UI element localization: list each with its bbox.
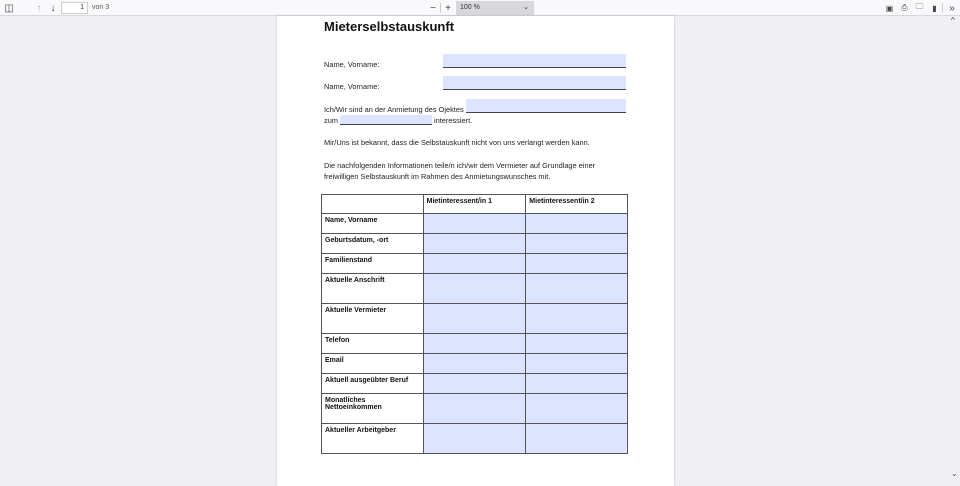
page-number-input[interactable]: 1 [61,2,88,14]
input-cell[interactable] [423,424,526,454]
input-cell[interactable] [423,214,526,234]
page-total-label: von 3 [92,4,110,11]
object-field[interactable] [466,99,626,113]
header-cell: Mietinteressent/in 1 [423,195,526,214]
scrollbar[interactable] [950,16,960,478]
table-row [322,354,628,374]
input-cell[interactable] [526,254,628,274]
table-row [322,334,628,354]
row-label: Name, Vorname [322,214,424,234]
previous-page-icon[interactable]: ↑ [36,2,42,14]
row-label: Email [322,354,424,374]
row-label: Geburtsdatum, -ort [322,234,424,254]
row-label: Aktuell ausgeübter Beruf [322,374,424,394]
paragraph-1: Mir/Uns ist bekannt, dass die Selbstauskunft nicht von uns verlangt werden kann. [324,138,590,147]
input-cell[interactable] [526,354,628,374]
name-field-1[interactable] [443,54,626,68]
input-cell[interactable] [423,354,526,374]
row-label: Telefon [322,334,424,354]
input-cell[interactable] [423,304,526,334]
row-label: Familienstand [322,254,424,274]
zoom-out-icon[interactable]: − [430,2,436,14]
table-row [322,274,628,304]
input-cell[interactable] [526,234,628,254]
input-cell[interactable] [423,254,526,274]
divider [440,3,441,13]
input-cell[interactable] [423,234,526,254]
input-cell[interactable] [526,214,628,234]
zoom-value: 100 % [460,4,480,11]
input-cell[interactable] [526,394,628,424]
input-cell[interactable] [526,334,628,354]
document-title: Mieterselbstauskunft [324,19,455,34]
table-row [322,424,628,454]
table-row [322,234,628,254]
input-cell[interactable] [423,394,526,424]
header-cell: Mietinteressent/in 2 [526,195,628,214]
input-cell[interactable] [423,274,526,304]
input-cell[interactable] [423,334,526,354]
sidebar-toggle-icon[interactable]: ◫ [4,2,14,14]
table-row [322,304,628,334]
input-cell[interactable] [423,374,526,394]
header-cell [322,195,424,214]
table-row [322,394,628,424]
presentation-icon[interactable]: ▣ [885,3,894,13]
zoom-select[interactable] [456,1,534,15]
row-label: Aktuelle Vermieter [322,304,424,334]
pdf-toolbar [0,0,960,16]
open-file-icon[interactable]: 🗀 [915,2,924,11]
divider [942,3,943,13]
print-icon[interactable]: ⎙ [901,3,908,12]
name-field-2[interactable] [443,76,626,90]
object-label: Ich/Wir sind an der Anmietung des Ojektes [324,105,464,114]
scroll-down-icon[interactable]: ⌄ [951,469,958,478]
info-table [321,194,628,454]
table-row [322,254,628,274]
interessiert-label: interessiert. [434,116,473,125]
input-cell[interactable] [526,274,628,304]
paragraph-2-line2: freiwilligen Selbstauskunft im Rahmen des Anmietungswunsches mit. [324,172,551,181]
zum-label: zum [324,116,338,125]
row-label: Aktueller Arbeitgeber [322,424,424,454]
pdf-page [277,16,674,486]
tools-menu-icon[interactable]: » [949,2,955,14]
table-row [322,374,628,394]
table-row [322,214,628,234]
row-label: Monatliches Nettoeinkommen [322,394,424,424]
scroll-up-icon[interactable]: ^ [951,16,955,25]
row-label: Aktuelle Anschrift [322,274,424,304]
name-label-1: Name, Vorname: [324,60,380,69]
chevron-down-icon: ⌄ [523,4,529,11]
bookmark-icon[interactable]: ▮ [932,3,937,13]
input-cell[interactable] [526,374,628,394]
zoom-in-icon[interactable]: + [445,2,451,14]
paragraph-2-line1: Die nachfolgenden Informationen teile/n ich/wir dem Vermieter auf Grundlage einer [324,161,596,170]
name-label-2: Name, Vorname: [324,82,380,91]
table-header-row [322,195,628,214]
date-field[interactable] [340,115,432,125]
input-cell[interactable] [526,424,628,454]
input-cell[interactable] [526,304,628,334]
next-page-icon[interactable]: ↓ [50,2,56,14]
